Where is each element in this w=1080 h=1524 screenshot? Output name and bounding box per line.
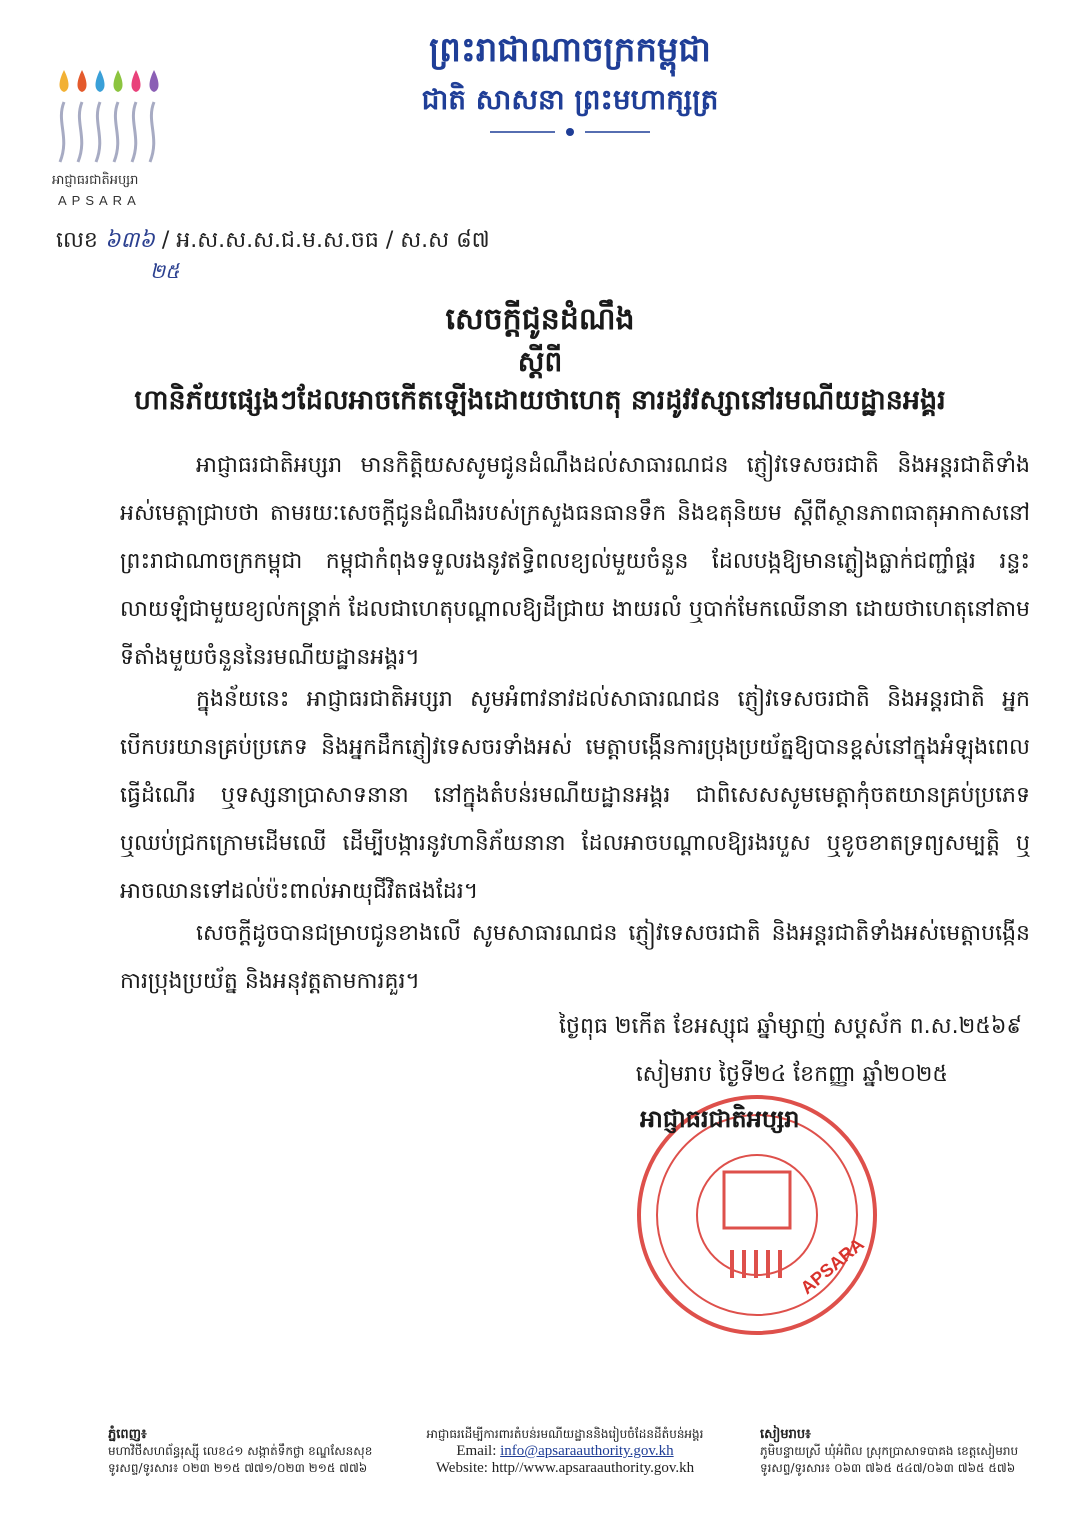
kingdom-heading: ព្រះរាជាណាចក្រកម្ពុជា: [429, 30, 711, 70]
logo-drop: [150, 70, 159, 92]
logo-drop: [78, 70, 87, 92]
logo-caption: អាជ្ញាធរជាតិអប្សរា: [52, 173, 139, 188]
footer-right-phone: ទូរសព្ទ/ទូរសារ៖ ០៦៣ ៧៦៥ ៥៤៧/០៦៣ ៧៦៥ ៥៧៦: [760, 1461, 1016, 1475]
footer-left-phone: ទូរសព្ទ/ទូរសារ៖ ០២៣ ២១៥ ៧៧១/០២៣ ២១៥ ៧៧៦: [108, 1461, 368, 1475]
body-paragraph-2: ក្នុងន័យនេះ អាជ្ញាធរជាតិអប្សរា សូមអំពាវនាវដល់សាធារណជន ភ្ញៀវទេសចរជាតិ និងអន្តរជាតិ អ្នកបើកបរយានគ្រប់ប្រភេទ និងអ្នកដឹកភ្ញៀវទេសចរទាំងអស់ មេត្តាបង្កើនការប្រុងប្រយ័ត្នឱ្យបានខ្ពស់នៅក្នុងអំឡុងពេលធ្វើដំណើរ ឬទស្សនាប្រាសាទនានា នៅក្នុងតំបន់រមណីយដ្ឋានអង្គរ ជាពិសេសសូមមេត្តាកុំចតយានគ្រប់ប្រភេទ ឬឈប់ជ្រកក្រោមដើមឈើ ដើម្បីបង្ការនូវហានិភ័យនានា ដែលអាចបណ្តាលឱ្យរងរបួស ឬខូចខាតទ្រព្យសម្បត្តិ ឬអាចឈានទៅដល់ប៉ះពាល់អាយុជីវិតផងដែរ។: [120, 687, 1030, 904]
footer-contact: [400, 1426, 730, 1477]
solar-date: សៀមរាប ថ្ងៃទី២៤ ខែកញ្ញា ឆ្នាំ២០២៥: [635, 1062, 948, 1087]
footer-website-link[interactable]: http//www.apsaraauthority.gov.kh: [491, 1460, 695, 1476]
reference-handwritten-number: ៦៣៦: [104, 228, 155, 253]
logo-drop: [132, 70, 141, 92]
ornament-divider: [480, 126, 660, 138]
signing-organization: អាជ្ញាធរជាតិអប្សរា: [640, 1105, 800, 1133]
footer-website-line: [400, 1460, 730, 1477]
logo-drop: [114, 70, 123, 92]
reference-number: [56, 226, 490, 258]
footer-right-address: ភូមិបន្ទាយស្រី ឃុំអំពិល ស្រុកប្រាសាទបាគង ខេត្តសៀមរាប: [760, 1444, 1019, 1458]
notice-title: សេចក្តីជូនដំណឹង: [445, 302, 635, 337]
notice-subject-label: ស្តីពី: [517, 345, 563, 378]
footer-mid-authority: អាជ្ញាធរដើម្បីការពារតំបន់រមណីយដ្ឋាននិងរៀបចំដែនដីតំបន់អង្គរ: [426, 1427, 704, 1441]
footer-email-link[interactable]: info@apsaraauthority.gov.kh: [500, 1443, 674, 1459]
national-motto: ជាតិ សាសនា ព្រះមហាក្សត្រ: [421, 83, 719, 116]
logo-wordmark: APSARA: [58, 193, 141, 208]
lunar-date: ថ្ងៃពុធ ២កើត ខែអស្សុជ ឆ្នាំម្សាញ់ សប្តស័ក ព.ស.២៥៦៩: [559, 1014, 1022, 1039]
footer-left-address: មហាវិថីសហព័ន្ធរុស្ស៊ី លេខ៤១ សង្កាត់ទឹកថ្លា ខណ្ឌសែនសុខ: [108, 1444, 373, 1458]
footer-phnom-penh: [108, 1426, 408, 1477]
reference-sub: ២៥: [150, 259, 180, 283]
notice-subject: ហានិភ័យផ្សេងៗដែលអាចកើតឡើងដោយថាហេតុ នារដូវវស្សានៅរមណីយដ្ឋានអង្គរ: [134, 385, 946, 416]
reference-code: / អ.ស.ស.ស.ជ.ម.ស.ចធ / ស.ស ៨៧: [161, 228, 490, 253]
body-paragraph-3: សេចក្តីដូចបានជម្រាបជូនខាងលើ សូមសាធារណជន ភ្ញៀវទេសចរជាតិ និងអន្តរជាតិទាំងអស់មេត្តាបង្កើនការប្រុងប្រយ័ត្ន និងអនុវត្តតាមការគួរ។: [120, 921, 1030, 994]
footer-siem-reap: [760, 1426, 1060, 1477]
footer-left-label: ភ្នំពេញ៖: [108, 1427, 147, 1442]
body-paragraph-1: អាជ្ញាធរជាតិអប្សរា មានកិត្តិយសសូមជូនដំណឹងដល់សាធារណជន ភ្ញៀវទេសចរជាតិ និងអន្តរជាតិទាំងអស់មេត្តាជ្រាបថា តាមរយៈសេចក្តីជូនដំណឹងរបស់ក្រសួងធនធានទឹក និងឧតុនិយម ស្តីពីស្ថានភាពធាតុអាកាសនៅព្រះរាជាណាចក្រកម្ពុជា កម្ពុជាកំពុងទទួលរងនូវឥទ្ធិពលខ្យល់មួយចំនួន ដែលបង្កឱ្យមានភ្លៀងធ្លាក់ជញ្ជាំផ្គរ រន្ទះ លាយឡំជាមួយខ្យល់កន្ត្រាក់ ដែលជាហេតុបណ្តាលឱ្យដីជ្រាយ ងាយរលំ ឬបាក់មែកឈើនានា ដោយថាហេតុនៅតាមទីតាំងមួយចំនួននៃរមណីយដ្ឋានអង្គរ។: [120, 453, 1030, 670]
footer-website-label: Website:: [435, 1460, 492, 1476]
footer-email-label: Email:: [456, 1443, 501, 1459]
footer-email-line: [400, 1443, 730, 1460]
logo-drop: [96, 70, 105, 92]
footer-right-label: សៀមរាប៖: [760, 1427, 811, 1442]
seal-text: APSARA: [796, 1233, 868, 1299]
logo-drop: [60, 70, 69, 92]
reference-prefix: លេខ: [56, 228, 98, 253]
